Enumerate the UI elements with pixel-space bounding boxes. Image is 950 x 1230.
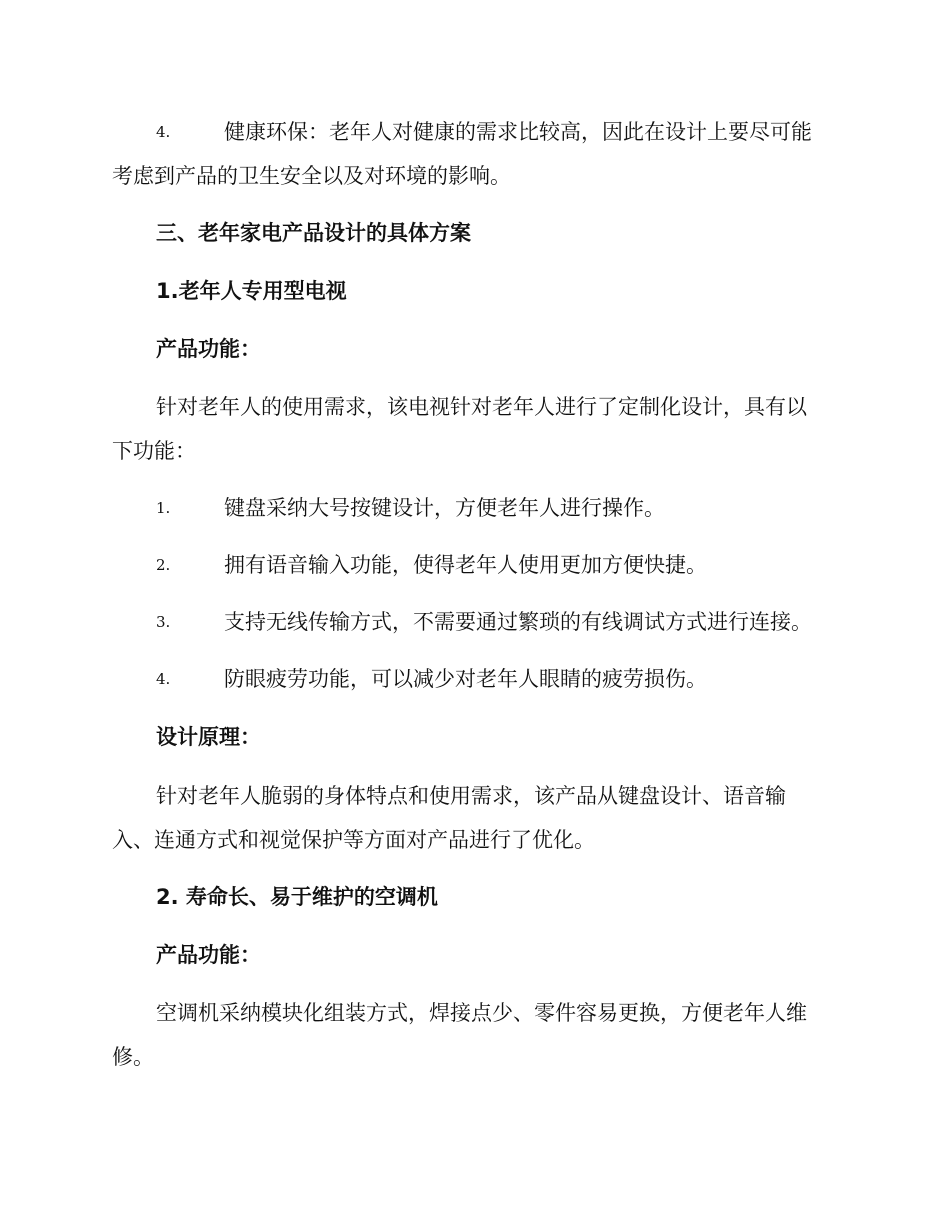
list-item xyxy=(112,663,842,693)
principle-heading: 设计原理： xyxy=(156,725,261,749)
list-item-text: 防眼疲劳功能，可以减少对老年人眼睛的疲劳损伤。 xyxy=(224,667,707,691)
list-item-number: 1. xyxy=(156,499,171,517)
list-item-number: 4. xyxy=(156,123,171,141)
list-item xyxy=(112,116,842,146)
list-item-number: 4. xyxy=(156,670,171,688)
list-item xyxy=(112,606,842,636)
list-item-number: 3. xyxy=(156,613,171,631)
list-item-text: 键盘采纳大号按键设计，方便老年人进行操作。 xyxy=(224,496,665,520)
list-item-text: 支持无线传输方式，不需要通过繁琐的有线调试方式进行连接。 xyxy=(224,610,812,634)
list-item xyxy=(112,492,842,522)
paragraph-ac-continuation: 修。 xyxy=(112,1045,154,1069)
function-heading-ac: 产品功能： xyxy=(156,943,261,967)
paragraph-principle-continuation: 入、连通方式和视觉保护等方面对产品进行了优化。 xyxy=(112,828,595,852)
paragraph-ac: 空调机采纳模块化组装方式，焊接点少、零件容易更换，方便老年人维 xyxy=(156,1001,807,1025)
section-heading: 三、老年家电产品设计的具体方案 xyxy=(156,221,471,245)
list-item xyxy=(112,549,842,579)
paragraph-principle: 针对老年人脆弱的身体特点和使用需求，该产品从键盘设计、语音输 xyxy=(156,784,786,808)
list-item-number: 2. xyxy=(156,556,171,574)
list-item-text: 拥有语音输入功能，使得老年人使用更加方便快捷。 xyxy=(224,553,707,577)
subsection-title-ac: 2. 寿命长、易于维护的空调机 xyxy=(156,885,438,909)
list-item-continuation: 考虑到产品的卫生安全以及对环境的影响。 xyxy=(112,164,511,188)
list-item-text: 健康环保：老年人对健康的需求比较高，因此在设计上要尽可能 xyxy=(224,120,812,144)
paragraph-intro-continuation: 下功能： xyxy=(112,439,196,463)
subsection-title-tv: 1.老年人专用型电视 xyxy=(156,279,347,303)
paragraph-intro: 针对老年人的使用需求，该电视针对老年人进行了定制化设计，具有以 xyxy=(156,395,807,419)
function-heading-tv: 产品功能： xyxy=(156,337,261,361)
